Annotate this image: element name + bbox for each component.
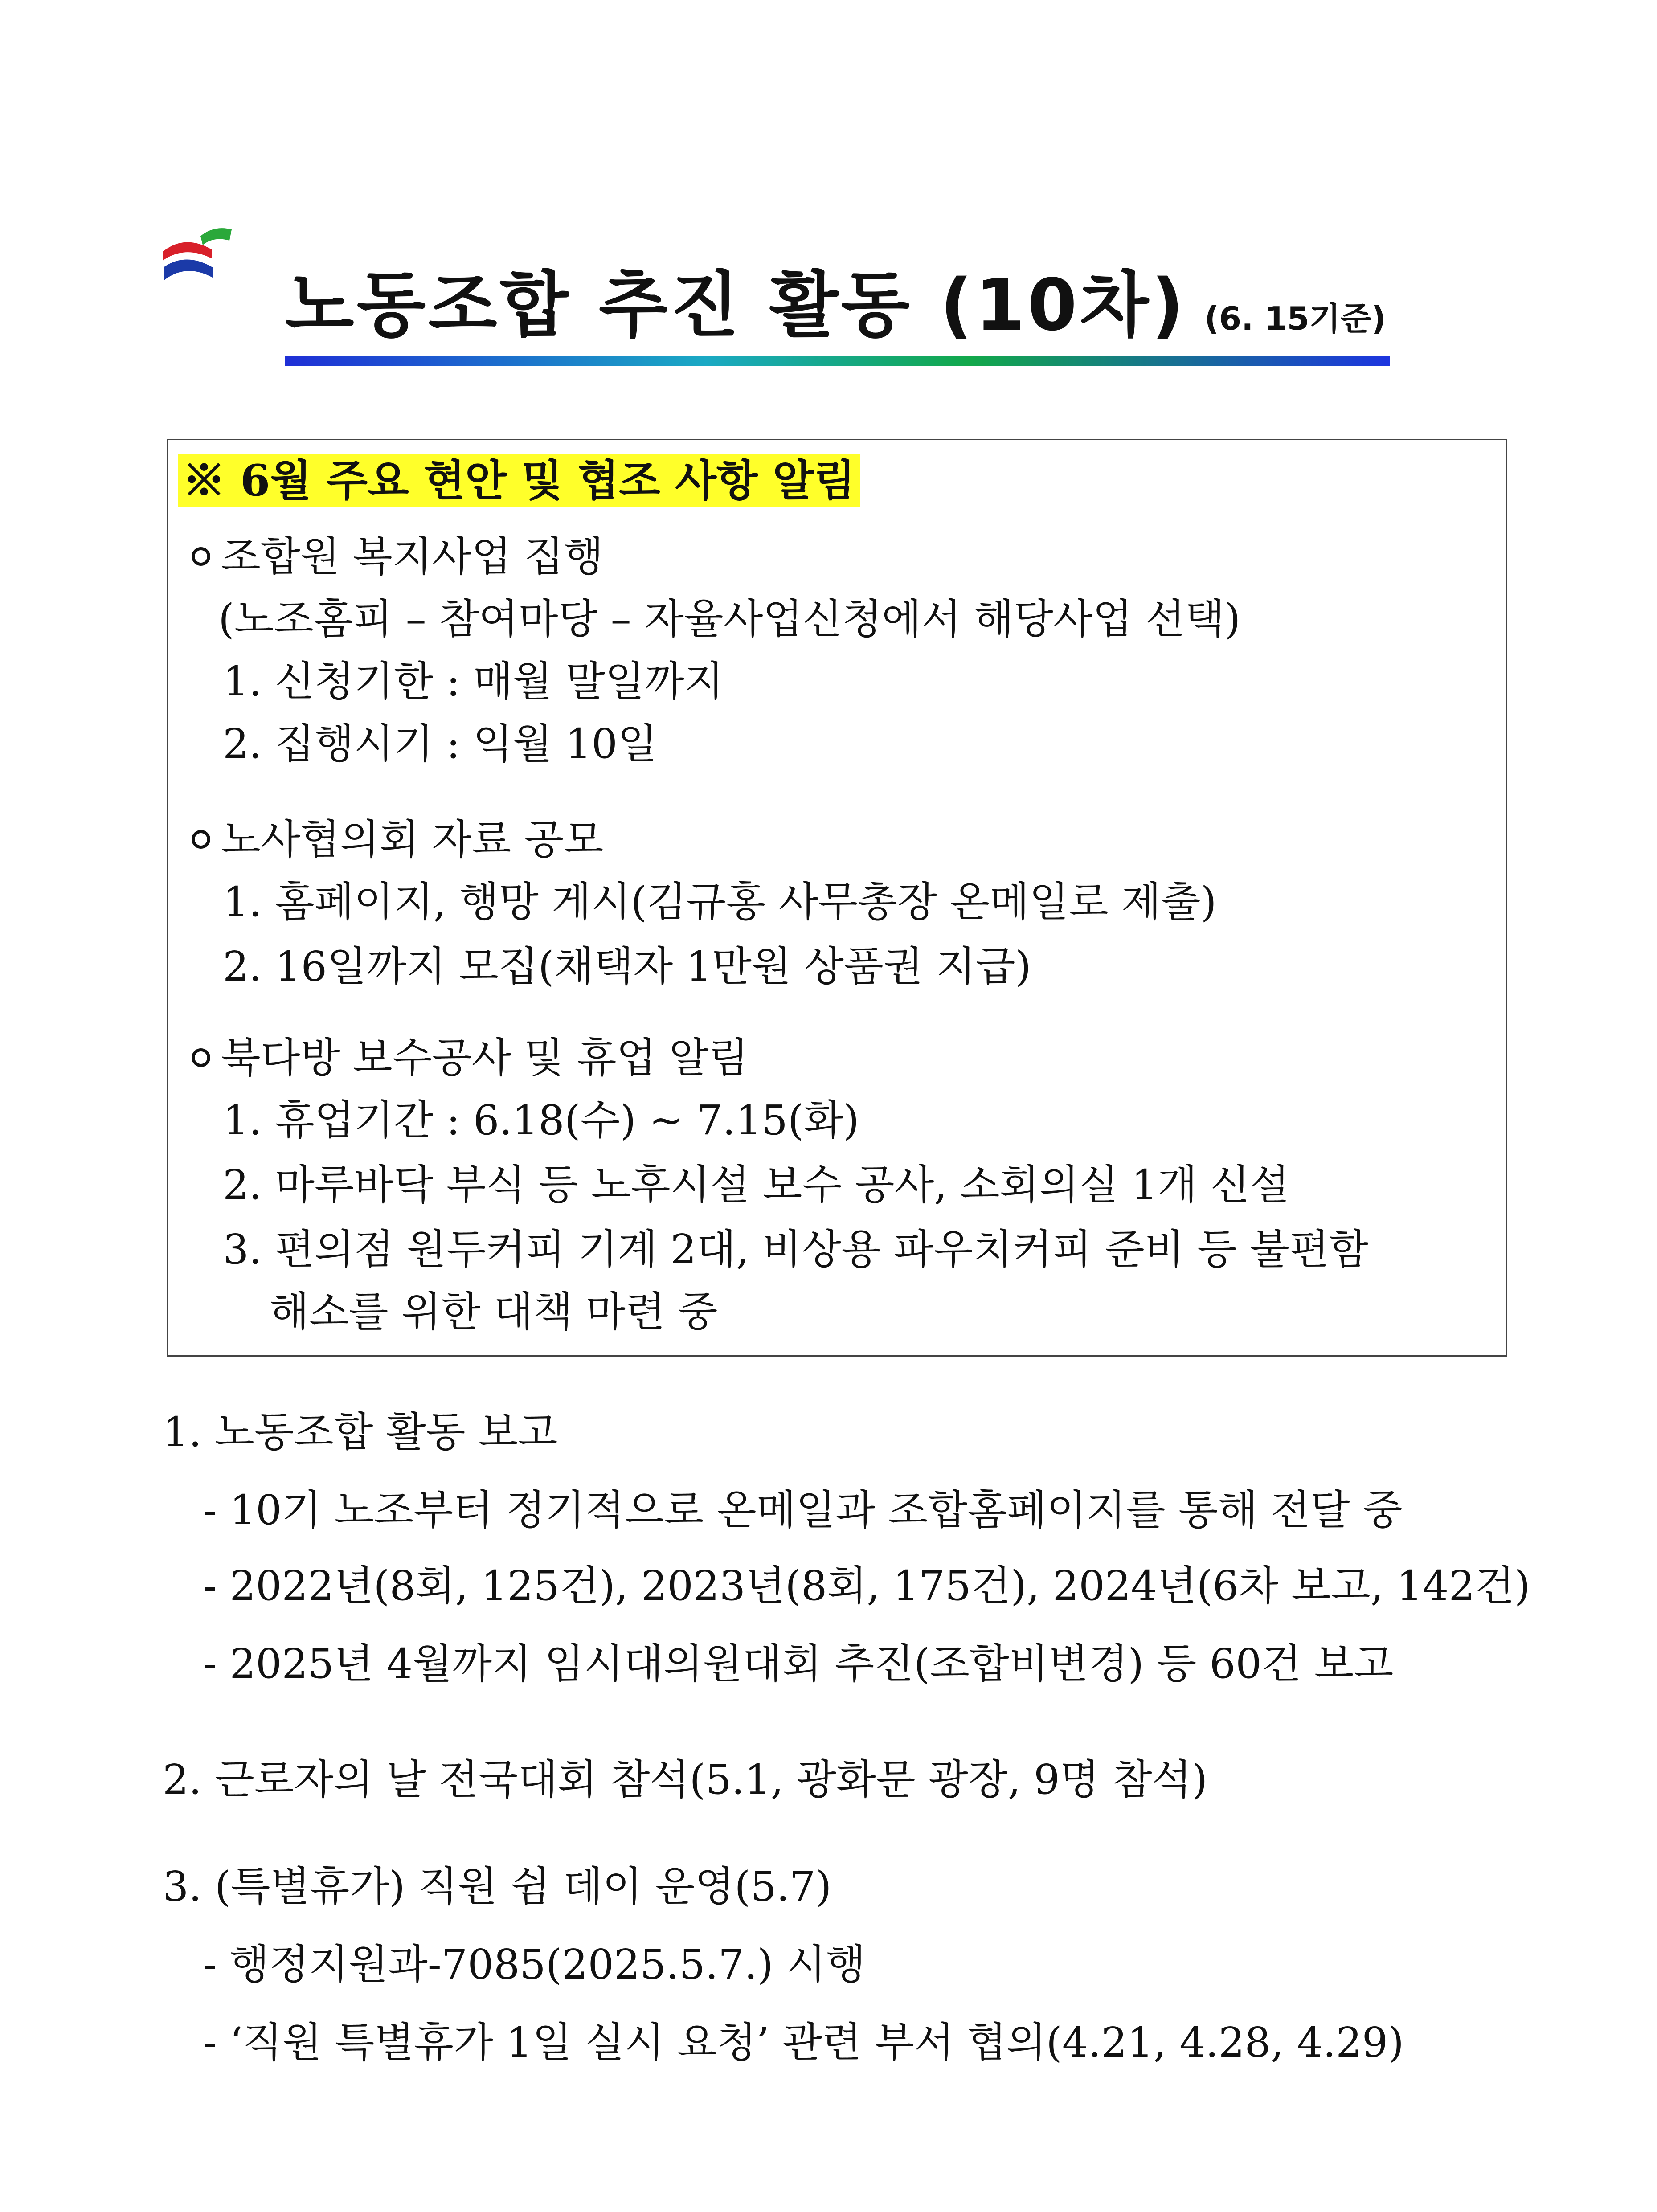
report-item: - ‘직원 특별휴가 1일 실시 요청’ 관련 부서 협의(4.21, 4.28, 4.29) bbox=[203, 2019, 1404, 2066]
notice-section-3-line: 3. 편의점 원두커피 기계 2대, 비상용 파우치커피 준비 등 불편함 bbox=[223, 1226, 1369, 1273]
notice-section-1-line: 1. 신청기한 : 매월 말일까지 bbox=[223, 658, 724, 705]
circle-bullet-icon bbox=[192, 547, 210, 566]
notice-heading: ※ 6월 주요 현안 및 협조 사항 알림 bbox=[178, 454, 860, 507]
notice-section-2-line: 1. 홈페이지, 행망 게시(김규홍 사무총장 온메일로 제출) bbox=[223, 878, 1217, 926]
title-block bbox=[285, 261, 1390, 368]
notice-section-1-line: (노조홈피 – 참여마당 – 자율사업신청에서 해당사업 선택) bbox=[218, 595, 1241, 643]
report-item: - 2025년 4월까지 임시대의원대회 추진(조합비변경) 등 60건 보고 bbox=[203, 1640, 1394, 1688]
notice-section-2-line: 2. 16일까지 모집(채택자 1만원 상품권 지급) bbox=[223, 943, 1031, 990]
page-title bbox=[285, 261, 1386, 363]
notice-section-3-heading: 북다방 보수공사 및 휴업 알림 bbox=[192, 1031, 748, 1085]
union-logo-icon bbox=[158, 225, 234, 296]
notice-section-3-line: 해소를 위한 대책 마련 중 bbox=[270, 1288, 718, 1336]
report-heading-3: 3. (특별휴가) 직원 쉼 데이 운영(5.7) bbox=[163, 1863, 832, 1910]
notice-section-1-heading: 조합원 복지사업 집행 bbox=[192, 530, 603, 584]
report-item: - 행정지원과-7085(2025.5.7.) 시행 bbox=[203, 1941, 866, 1988]
report-item: - 10기 노조부터 정기적으로 온메일과 조합홈페이지를 통해 전달 중 bbox=[203, 1486, 1403, 1534]
notice-section-3-line: 1. 휴업기간 : 6.18(수) ~ 7.15(화) bbox=[223, 1096, 859, 1144]
title-gradient-bar bbox=[285, 356, 1390, 366]
notice-section-1-line: 2. 집행시기 : 익월 10일 bbox=[223, 720, 657, 768]
report-item: - 2022년(8회, 125건), 2023년(8회, 175건), 2024년(6차 보고, 142건) bbox=[203, 1562, 1530, 1610]
notice-section-3-line: 2. 마루바닥 부식 등 노후시설 보수 공사, 소회의실 1개 신설 bbox=[223, 1161, 1289, 1209]
report-heading-2: 2. 근로자의 날 전국대회 참석(5.1, 광화문 광장, 9명 참석) bbox=[163, 1756, 1208, 1803]
page-title-main: 노동조합 추진 활동 (10차) bbox=[285, 263, 1187, 347]
page-title-date: (6. 15기준) bbox=[1204, 300, 1386, 337]
notice-section-2-heading: 노사협의회 자료 공모 bbox=[192, 813, 603, 867]
circle-bullet-icon bbox=[192, 830, 210, 849]
report-heading-1: 1. 노동조합 활동 보고 bbox=[163, 1408, 558, 1456]
circle-bullet-icon bbox=[192, 1048, 210, 1067]
